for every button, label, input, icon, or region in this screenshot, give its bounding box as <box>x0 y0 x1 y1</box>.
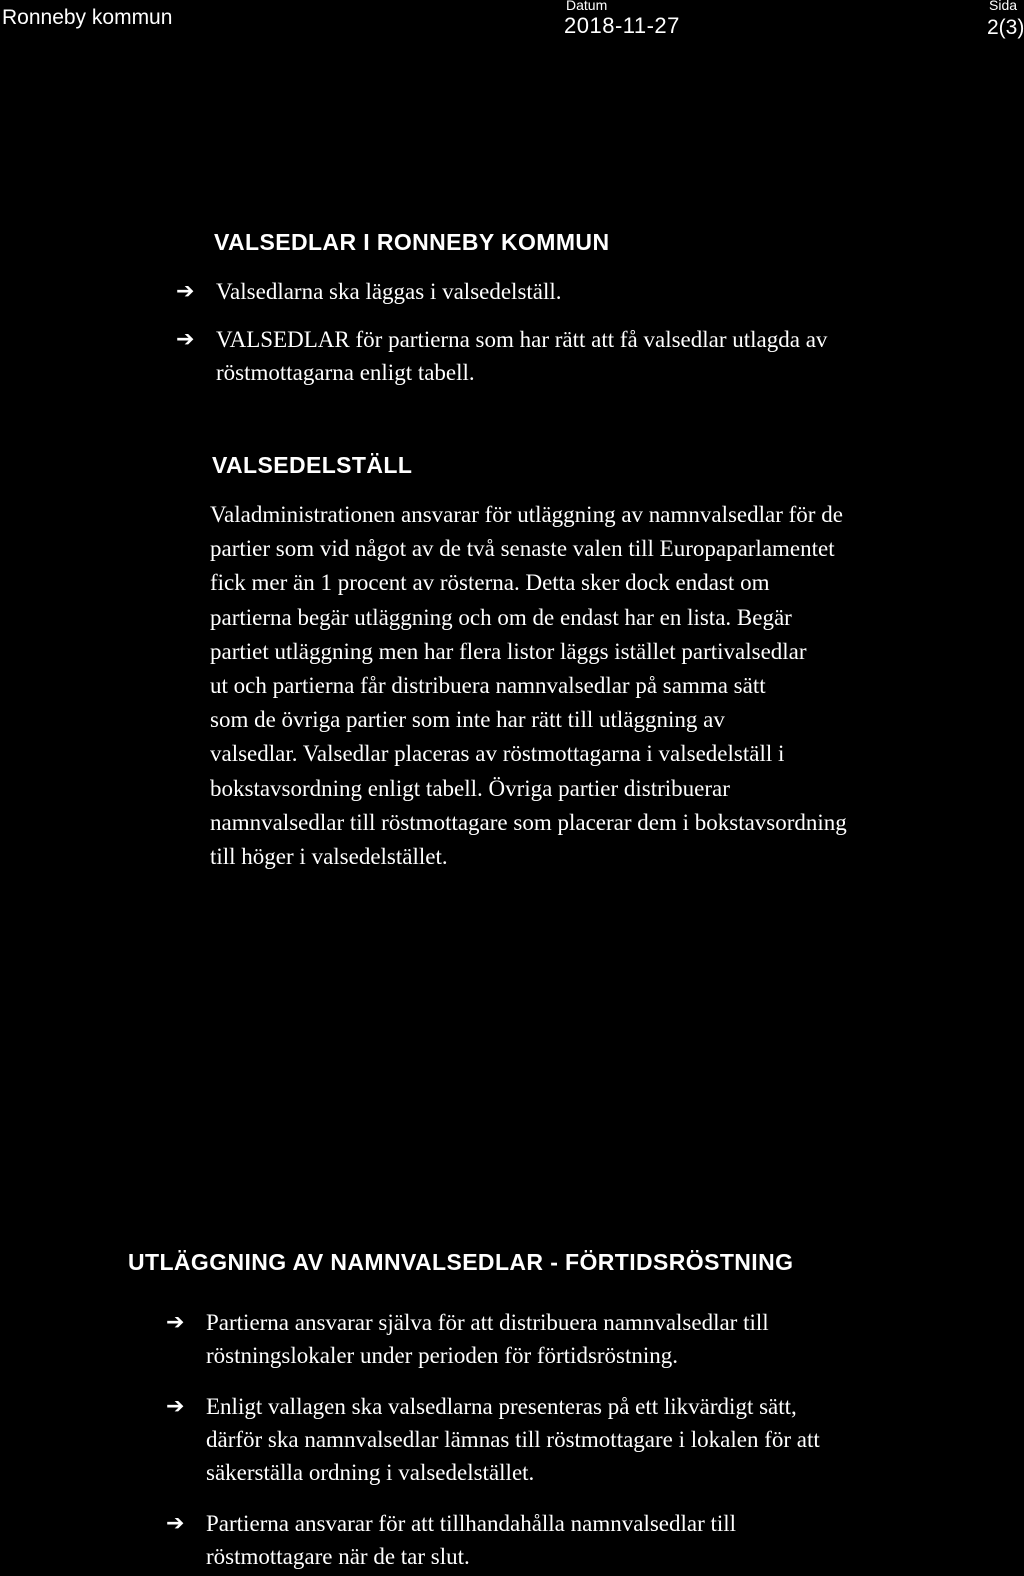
arrow-right-icon: ➔ <box>176 327 195 352</box>
bullet-text: Valsedlarna ska läggas i valsedelställ. <box>216 279 562 304</box>
arrow-right-icon: ➔ <box>166 1511 185 1536</box>
arrow-right-icon: ➔ <box>166 1394 185 1419</box>
page-number: 2(3) <box>987 16 1024 39</box>
organization-name: Ronneby kommun <box>2 6 173 29</box>
section-heading-valsedelstall: VALSEDELSTÄLL <box>212 452 413 478</box>
date-label: Datum <box>566 0 608 13</box>
bullet-item <box>176 275 562 308</box>
bullet-item <box>166 1390 820 1489</box>
bullet-text: Partierna ansvarar för att tillhandahålla namnvalsedlar till röstmottagare när de tar slut. <box>206 1511 737 1569</box>
arrow-right-icon: ➔ <box>166 1310 185 1335</box>
bullet-text: VALSEDLAR för partierna som har rätt att få valsedlar utlagda av röstmottagarna enligt tabell. <box>216 327 828 385</box>
arrow-right-icon: ➔ <box>176 279 195 304</box>
paragraph-valsedelstall: Valadministrationen ansvarar för utläggning av namnvalsedlar för de partier som vid något av de två senaste valen till Europaparlamentet fick mer än 1 procent av rösterna. Detta sker dock endast om partierna begär utläggning och om de endast har en lista. Begär partiet utläggning men har flera listor läggs istället partivalsedlar ut och partierna får distribuera namnvalsedlar på samma sätt som de övriga partier som inte har rätt till utläggning av valsedlar. Valsedlar placeras av röstmottagarna i valsedelställ i bokstavsordning enligt tabell. Övriga partier distribuerar namnvalsedlar till röstmottagare som placerar dem i bokstavsordning till höger i valsedelstället. <box>210 502 847 870</box>
bullet-item <box>166 1507 736 1573</box>
page-label: Sida <box>989 0 1018 13</box>
section-heading-valsedlar: VALSEDLAR I RONNEBY KOMMUN <box>214 229 610 255</box>
bullet-item <box>166 1306 769 1372</box>
document-date: 2018-11-27 <box>564 13 680 38</box>
section-heading-utlaggning: UTLÄGGNING AV NAMNVALSEDLAR - FÖRTIDSRÖSTNING <box>128 1249 794 1275</box>
bullet-text: Partierna ansvarar själva för att distribuera namnvalsedlar till röstningslokaler under perioden för förtidsröstning. <box>206 1310 769 1368</box>
bullet-item <box>176 323 827 389</box>
bullet-text: Enligt vallagen ska valsedlarna presenteras på ett likvärdigt sätt, därför ska namnvalsedlar lämnas till röstmottagare i lokalen för att säkerställa ordning i valsedelstället. <box>206 1394 820 1485</box>
